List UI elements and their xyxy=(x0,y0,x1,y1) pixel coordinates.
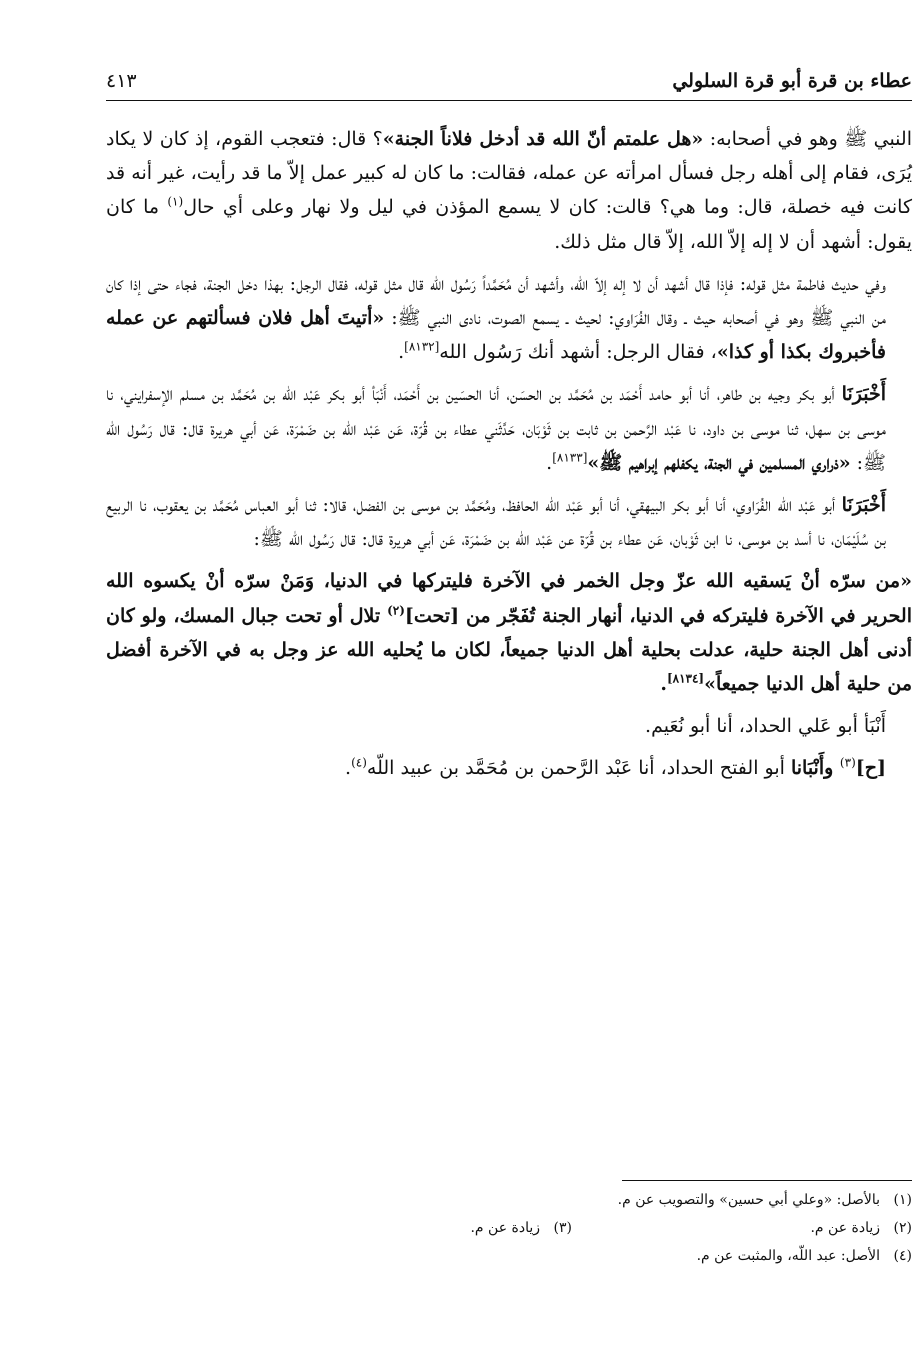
hadith-number: [٨١٣٣] xyxy=(552,450,588,465)
footnote-3: (٣)زيادة عن م. xyxy=(470,1220,572,1236)
text-run: النبي ﷺ وهو في أصحابه: xyxy=(703,128,912,150)
footnote-divider xyxy=(622,1180,912,1181)
isnad-lead: وأَنْبَانا xyxy=(790,757,840,780)
text-run: أبو بكر وجيه بن طاهر، أنا أبو حامد أَحْمَد بن مُحَمَّد بن الحسَن، أنا الحسَين بن أَحْمَد، أَنْبَأ أبو بكر عَبْد اللّه بن مُحَمَّد بن مسلم الإسفرايني، نا موسى بن سهل، ثنا موسى بن داود، نا عَبْد الرَّحمن بن ثابت بن ثَوْبَان، حَدَّثَني عطاء بن قُرّة، عَن عَبْد اللّه بن ضَمْرَة، عَن أبي هريرة قال: قال رَسُول الله ﷺ: xyxy=(106,383,886,474)
main-text xyxy=(106,122,912,794)
paragraph-4 xyxy=(106,488,912,556)
page-number: ٤١٣ xyxy=(106,70,137,92)
footnotes xyxy=(106,1186,912,1270)
hadith-quote: «أتيتَ أهل فلان فسألتهم عن عمله فأخبروك بكذا أو كذا» xyxy=(106,307,886,364)
footnote-2: (٢)زيادة عن م. xyxy=(810,1220,912,1236)
paragraph-1 xyxy=(106,122,912,259)
text-run: أَنْبَأ أبو عَلي الحداد، أنا أبو نُعَيم. xyxy=(645,715,886,738)
page-header xyxy=(106,64,912,98)
footnote-row xyxy=(106,1186,912,1214)
text-run: . xyxy=(660,673,667,696)
hadith-quote: «من سرّه أنْ يَسقيه الله عزّ وجل الخمر في الآخرة فليتركها في الدنيا، وَمَنْ سرّه أنْ يكسوه الله الحرير في الآخرة فليتركه في الدنيا، أنهار الجنة تُفَجّر من [تحت] xyxy=(106,570,912,627)
text-run: . xyxy=(398,341,405,364)
isnad-lead: أَخْبَرَنَا xyxy=(841,494,886,517)
text-run: . xyxy=(345,757,352,780)
tahwil-marker: [ح] xyxy=(855,757,886,780)
running-title: عطاء بن قرة أبو قرة السلولي xyxy=(672,70,912,92)
header-divider xyxy=(106,100,912,101)
footnote-ref: (١) xyxy=(167,195,184,210)
text-run: وفي حديث فاطمة مثل قوله: فإذا قال أشهد أن لا إله إلاّ الله، وأشهد أن مُحَمَّداً رَسُول الله قال مثل قوله، فقال الرجل: بهذا دخل الجنة، فجاء حتى إذا كان من النبي ﷺ وهو في أصحابه حيث ـ وقال الفُرَاوي: لحيث ـ يسمع الصوت، نادى النبي ﷺ: xyxy=(106,272,886,330)
paragraph-6 xyxy=(106,709,912,743)
footnote-ref: (٣) xyxy=(839,756,856,771)
hadith-quote: تلال أو تحت جبال المسك، ولو كان أدنى أهل الجنة حلية، عدلت بحلية أهل الدنيا جميعاً، لكان ما يُحليه الله عز وجل به في الآخرة أفضل من حلية أهل الدنيا جميعاً» xyxy=(106,604,912,696)
paragraph-3 xyxy=(106,377,912,480)
hadith-quote: «هل علمتم أنّ الله قد أدخل فلاناً الجنة» xyxy=(382,128,704,150)
paragraph-2 xyxy=(106,267,912,370)
paragraph-7 xyxy=(106,751,912,785)
hadith-quote: «ذراري المسلمين في الجنة، يكفلهم إبراهيم ﷺ» xyxy=(587,451,851,474)
footnote-4: (٤)الأصل: عبد اللّه، والمثبت عن م. xyxy=(696,1248,912,1264)
footnote-row xyxy=(106,1242,912,1270)
isnad-lead: أَخْبَرَنَا xyxy=(841,383,886,406)
hadith-number: [٨١٣٤] xyxy=(666,671,705,686)
text-run: ما كان يقول: أشهد أن لا إله إلاّ الله، إلاّ قال مثل ذلك. xyxy=(106,196,912,253)
footnote-ref: (٢) xyxy=(387,603,405,618)
hadith-number: [٨١٣٢] xyxy=(404,339,440,354)
text-run: ؟ قال: فتعجب القوم، إذ كان لا يكاد يُرَى، فقام إلى أهله رجل فسأل امرأته عن عمله، فقالت: ما كان له كبير عمل إلاّ ما قد رأيت، غير أنه قد كانت فيه خصلة، قال: وما هي؟ قالت: كان لا يسمع المؤذن في ليل ولا نهار وعلى أي حال xyxy=(106,128,912,219)
paragraph-5 xyxy=(106,564,912,701)
text-run: أبو الفتح الحداد، أنا عَبْد الرَّحمن بن مُحَمَّد بن عبيد اللّه xyxy=(366,757,791,780)
footnote-ref: (٤) xyxy=(351,756,367,771)
text-run: أبو عَبْد اللّه الفُرَاوي، أنا أبو بكر البيهقي، أنا أبو عَبْد اللّه الحافظ، ومُحَمَّد بن موسى بن الفضل، قالا: ثنا أبو العباس مُحَمَّد بن يعقوب، نا الربيع بن سُلَيْمَان، نا أسد بن موسى، نا ابن ثَوْبان، عَن عطاء بن قُرّة عن عَبْد اللّه بن ضَمْرَة، عَن أبي هريرة قال: قال رَسُول الله ﷺ: xyxy=(106,494,886,551)
footnote-1: (١)بالأصل: «وعلي أبي حسين» والتصويب عن م. xyxy=(617,1192,912,1208)
footnote-row xyxy=(106,1214,912,1242)
text-run: . xyxy=(546,451,553,474)
text-run: ، فقال الرجل: أشهد أنك رَسُول الله xyxy=(439,341,717,364)
